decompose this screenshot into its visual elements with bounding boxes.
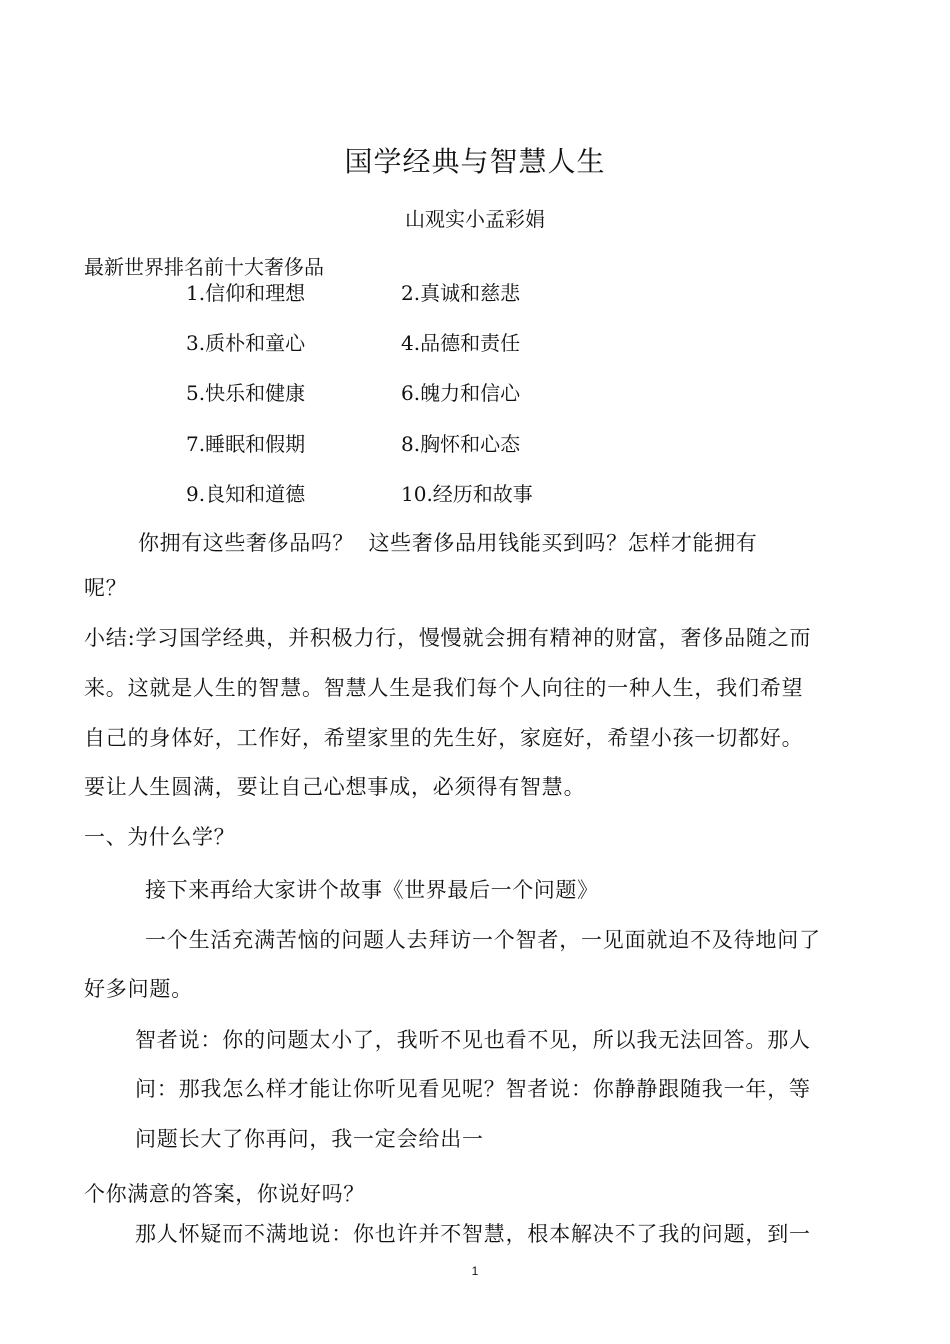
summary-line: 来。这就是人生的智慧。智慧人生是我们每个人向往的一种人生，我们希望 (84, 676, 804, 700)
list-item: 5.快乐和健康 (186, 381, 306, 405)
list-item: 7.睡眠和假期 (186, 432, 306, 456)
document-author: 山观实小孟彩娟 (405, 207, 545, 231)
page-number: 1 (471, 1264, 479, 1278)
list-item: 4.品德和责任 (401, 331, 521, 355)
question-line: 呢？ (84, 576, 128, 600)
story-line: 好多问题。 (84, 977, 193, 1001)
list-item: 1.信仰和理想 (186, 281, 306, 305)
list-item: 9.良知和道德 (186, 482, 306, 506)
story-intro: 接下来再给大家讲个故事《世界最后一个问题》 (145, 878, 599, 902)
document-title: 国学经典与智慧人生 (344, 145, 606, 178)
story-line: 那人怀疑而不满地说：你也许并不智慧，根本解决不了我的问题，到一 (135, 1222, 811, 1246)
story-line: 个你满意的答案，你说好吗？ (84, 1182, 365, 1206)
story-line: 一个生活充满苦恼的问题人去拜访一个智者，一见面就迫不及待地问了 (145, 928, 821, 952)
list-item: 10.经历和故事 (401, 482, 533, 506)
summary-line: 自己的身体好，工作好，希望家里的先生好，家庭好，希望小孩一切都好。 (84, 726, 804, 750)
list-item: 8.胸怀和心态 (401, 432, 521, 456)
summary-line: 要让人生圆满，要让自己心想事成，必须得有智慧。 (84, 775, 586, 799)
list-item: 6.魄力和信心 (401, 381, 521, 405)
question-line: 你拥有这些奢侈品吗？ 这些奢侈品用钱能买到吗？怎样才能拥有 (138, 531, 758, 555)
story-line: 智者说：你的问题太小了，我听不见也看不见，所以我无法回答。那人 (135, 1028, 811, 1052)
story-line: 问题长大了你再问，我一定会给出一 (135, 1127, 484, 1151)
list-item: 2.真诚和慈悲 (401, 281, 521, 305)
section-heading: 一、为什么学？ (84, 825, 236, 849)
list-item: 3.质朴和童心 (186, 331, 306, 355)
story-line: 问：那我怎么样才能让你听见看见呢？智者说：你静静跟随我一年，等 (135, 1077, 811, 1101)
summary-line: 小结:学习国学经典，并积极力行，慢慢就会拥有精神的财富，奢侈品随之而 (84, 626, 812, 650)
list-heading: 最新世界排名前十大奢侈品 (84, 255, 324, 279)
